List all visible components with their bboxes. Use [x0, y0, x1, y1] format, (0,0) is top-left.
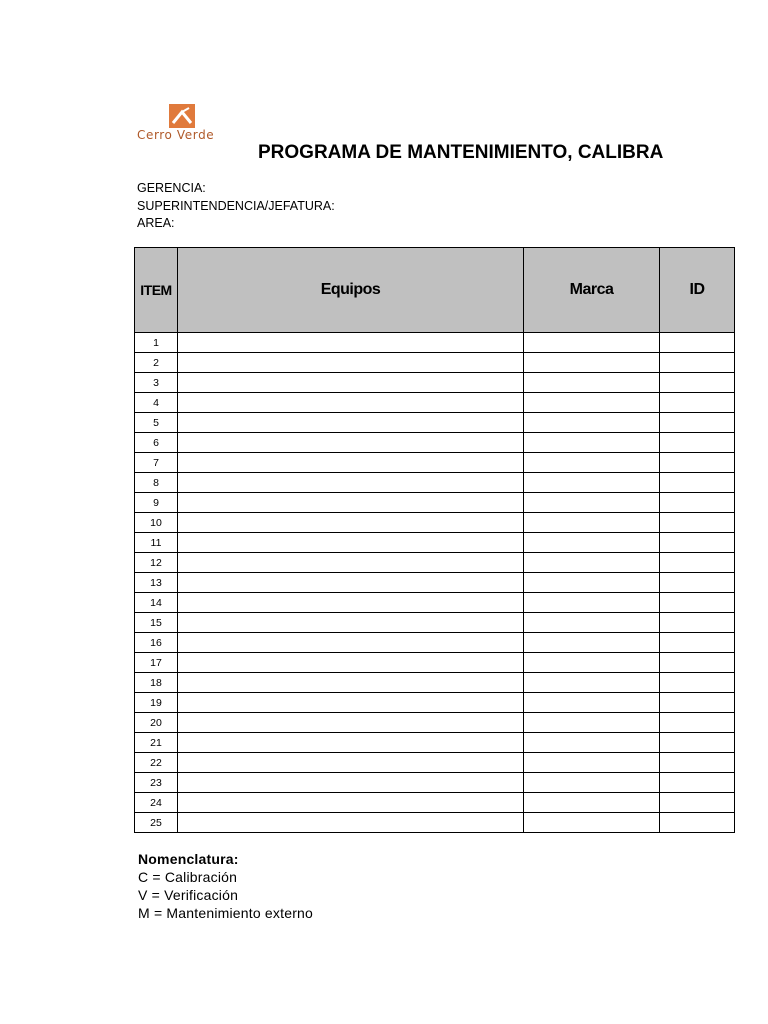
item-number-cell: 23	[135, 773, 178, 793]
equipos-cell[interactable]	[178, 653, 524, 673]
equipos-cell[interactable]	[178, 673, 524, 693]
table-row	[135, 533, 735, 553]
id-cell[interactable]	[660, 533, 735, 553]
marca-cell[interactable]	[524, 493, 660, 513]
equipos-cell[interactable]	[178, 513, 524, 533]
id-cell[interactable]	[660, 633, 735, 653]
table-row	[135, 553, 735, 573]
marca-cell[interactable]	[524, 373, 660, 393]
id-cell[interactable]	[660, 573, 735, 593]
item-number-cell: 19	[135, 693, 178, 713]
marca-cell[interactable]	[524, 753, 660, 773]
item-number-cell: 11	[135, 533, 178, 553]
marca-cell[interactable]	[524, 613, 660, 633]
equipos-cell[interactable]	[178, 613, 524, 633]
equipos-cell[interactable]	[178, 693, 524, 713]
id-cell[interactable]	[660, 713, 735, 733]
marca-cell[interactable]	[524, 593, 660, 613]
marca-cell[interactable]	[524, 673, 660, 693]
nomenclature-item: C = Calibración	[138, 869, 238, 885]
table-row	[135, 513, 735, 533]
equipos-cell[interactable]	[178, 733, 524, 753]
table-row	[135, 733, 735, 753]
id-cell[interactable]	[660, 473, 735, 493]
item-number-cell: 17	[135, 653, 178, 673]
item-number-cell: 18	[135, 673, 178, 693]
table-row	[135, 753, 735, 773]
id-cell[interactable]	[660, 793, 735, 813]
marca-cell[interactable]	[524, 793, 660, 813]
column-header-equipos: Equipos	[178, 248, 524, 333]
item-number-cell: 8	[135, 473, 178, 493]
table-row	[135, 373, 735, 393]
id-cell[interactable]	[660, 413, 735, 433]
id-cell[interactable]	[660, 813, 735, 833]
column-header-marca: Marca	[524, 248, 660, 333]
equipos-cell[interactable]	[178, 353, 524, 373]
table-header-row	[135, 248, 735, 333]
table-row	[135, 473, 735, 493]
table-row	[135, 693, 735, 713]
logo-mark-icon	[169, 104, 195, 128]
id-cell[interactable]	[660, 653, 735, 673]
equipos-cell[interactable]	[178, 573, 524, 593]
equipos-cell[interactable]	[178, 793, 524, 813]
marca-cell[interactable]	[524, 433, 660, 453]
marca-cell[interactable]	[524, 693, 660, 713]
item-number-cell: 21	[135, 733, 178, 753]
item-number-cell: 5	[135, 413, 178, 433]
table-row	[135, 613, 735, 633]
table-row	[135, 333, 735, 353]
id-cell[interactable]	[660, 673, 735, 693]
equipos-cell[interactable]	[178, 633, 524, 653]
marca-cell[interactable]	[524, 773, 660, 793]
id-cell[interactable]	[660, 773, 735, 793]
table-row	[135, 593, 735, 613]
equipos-cell[interactable]	[178, 773, 524, 793]
item-number-cell: 13	[135, 573, 178, 593]
item-number-cell: 22	[135, 753, 178, 773]
item-number-cell: 16	[135, 633, 178, 653]
marca-cell[interactable]	[524, 553, 660, 573]
id-cell[interactable]	[660, 593, 735, 613]
equipos-cell[interactable]	[178, 493, 524, 513]
item-number-cell: 20	[135, 713, 178, 733]
logo-text: Cerro Verde	[137, 128, 215, 142]
id-cell[interactable]	[660, 513, 735, 533]
table-row	[135, 793, 735, 813]
nomenclature-item: V = Verificación	[138, 887, 239, 903]
table-row	[135, 453, 735, 473]
item-number-cell: 14	[135, 593, 178, 613]
id-cell[interactable]	[660, 453, 735, 473]
item-number-cell: 10	[135, 513, 178, 533]
id-cell[interactable]	[660, 353, 735, 373]
id-cell[interactable]	[660, 493, 735, 513]
equipos-cell[interactable]	[178, 413, 524, 433]
marca-cell[interactable]	[524, 413, 660, 433]
table-row	[135, 353, 735, 373]
item-number-cell: 6	[135, 433, 178, 453]
marca-cell[interactable]	[524, 813, 660, 833]
equipos-cell[interactable]	[178, 553, 524, 573]
item-number-cell: 15	[135, 613, 178, 633]
table-row	[135, 493, 735, 513]
marca-cell[interactable]	[524, 393, 660, 413]
marca-cell[interactable]	[524, 353, 660, 373]
marca-cell[interactable]	[524, 573, 660, 593]
marca-cell[interactable]	[524, 713, 660, 733]
id-cell[interactable]	[660, 393, 735, 413]
id-cell[interactable]	[660, 333, 735, 353]
table-row	[135, 633, 735, 653]
item-number-cell: 4	[135, 393, 178, 413]
equipos-cell[interactable]	[178, 593, 524, 613]
area-label: AREA:	[137, 216, 175, 230]
nomenclature-section	[138, 850, 313, 922]
table-row	[135, 813, 735, 833]
item-number-cell: 1	[135, 333, 178, 353]
column-header-id: ID	[660, 248, 735, 333]
equipos-cell[interactable]	[178, 533, 524, 553]
id-cell[interactable]	[660, 373, 735, 393]
table-row	[135, 413, 735, 433]
id-cell[interactable]	[660, 553, 735, 573]
table-row	[135, 653, 735, 673]
equipos-cell[interactable]	[178, 813, 524, 833]
table-row	[135, 673, 735, 693]
document-title: PROGRAMA DE MANTENIMIENTO, CALIBRA	[258, 142, 664, 163]
item-number-cell: 7	[135, 453, 178, 473]
marca-cell[interactable]	[524, 453, 660, 473]
table-row	[135, 393, 735, 413]
item-number-cell: 2	[135, 353, 178, 373]
equipment-table-container	[134, 247, 705, 835]
marca-cell[interactable]	[524, 473, 660, 493]
equipos-cell[interactable]	[178, 713, 524, 733]
document-title-container	[258, 141, 692, 167]
column-header-item: ITEM	[135, 248, 178, 333]
marca-cell[interactable]	[524, 513, 660, 533]
nomenclature-title: Nomenclatura:	[138, 851, 239, 867]
item-number-cell: 3	[135, 373, 178, 393]
gerencia-label: GERENCIA:	[137, 181, 206, 195]
equipos-cell[interactable]	[178, 373, 524, 393]
equipment-table	[134, 247, 735, 833]
equipos-cell[interactable]	[178, 453, 524, 473]
id-cell[interactable]	[660, 433, 735, 453]
id-cell[interactable]	[660, 613, 735, 633]
marca-cell[interactable]	[524, 533, 660, 553]
nomenclature-item: M = Mantenimiento externo	[138, 905, 314, 921]
id-cell[interactable]	[660, 733, 735, 753]
item-number-cell: 12	[135, 553, 178, 573]
marca-cell[interactable]	[524, 733, 660, 753]
equipos-cell[interactable]	[178, 333, 524, 353]
item-number-cell: 24	[135, 793, 178, 813]
equipos-cell[interactable]	[178, 433, 524, 453]
equipos-cell[interactable]	[178, 473, 524, 493]
id-cell[interactable]	[660, 753, 735, 773]
superintendencia-label: SUPERINTENDENCIA/JEFATURA:	[137, 199, 335, 213]
item-number-cell: 9	[135, 493, 178, 513]
item-number-cell: 25	[135, 813, 178, 833]
company-logo	[137, 104, 232, 144]
equipos-cell[interactable]	[178, 393, 524, 413]
table-row	[135, 713, 735, 733]
table-row	[135, 573, 735, 593]
id-cell[interactable]	[660, 693, 735, 713]
marca-cell[interactable]	[524, 633, 660, 653]
table-row	[135, 773, 735, 793]
marca-cell[interactable]	[524, 653, 660, 673]
marca-cell[interactable]	[524, 333, 660, 353]
equipos-cell[interactable]	[178, 753, 524, 773]
table-row	[135, 433, 735, 453]
